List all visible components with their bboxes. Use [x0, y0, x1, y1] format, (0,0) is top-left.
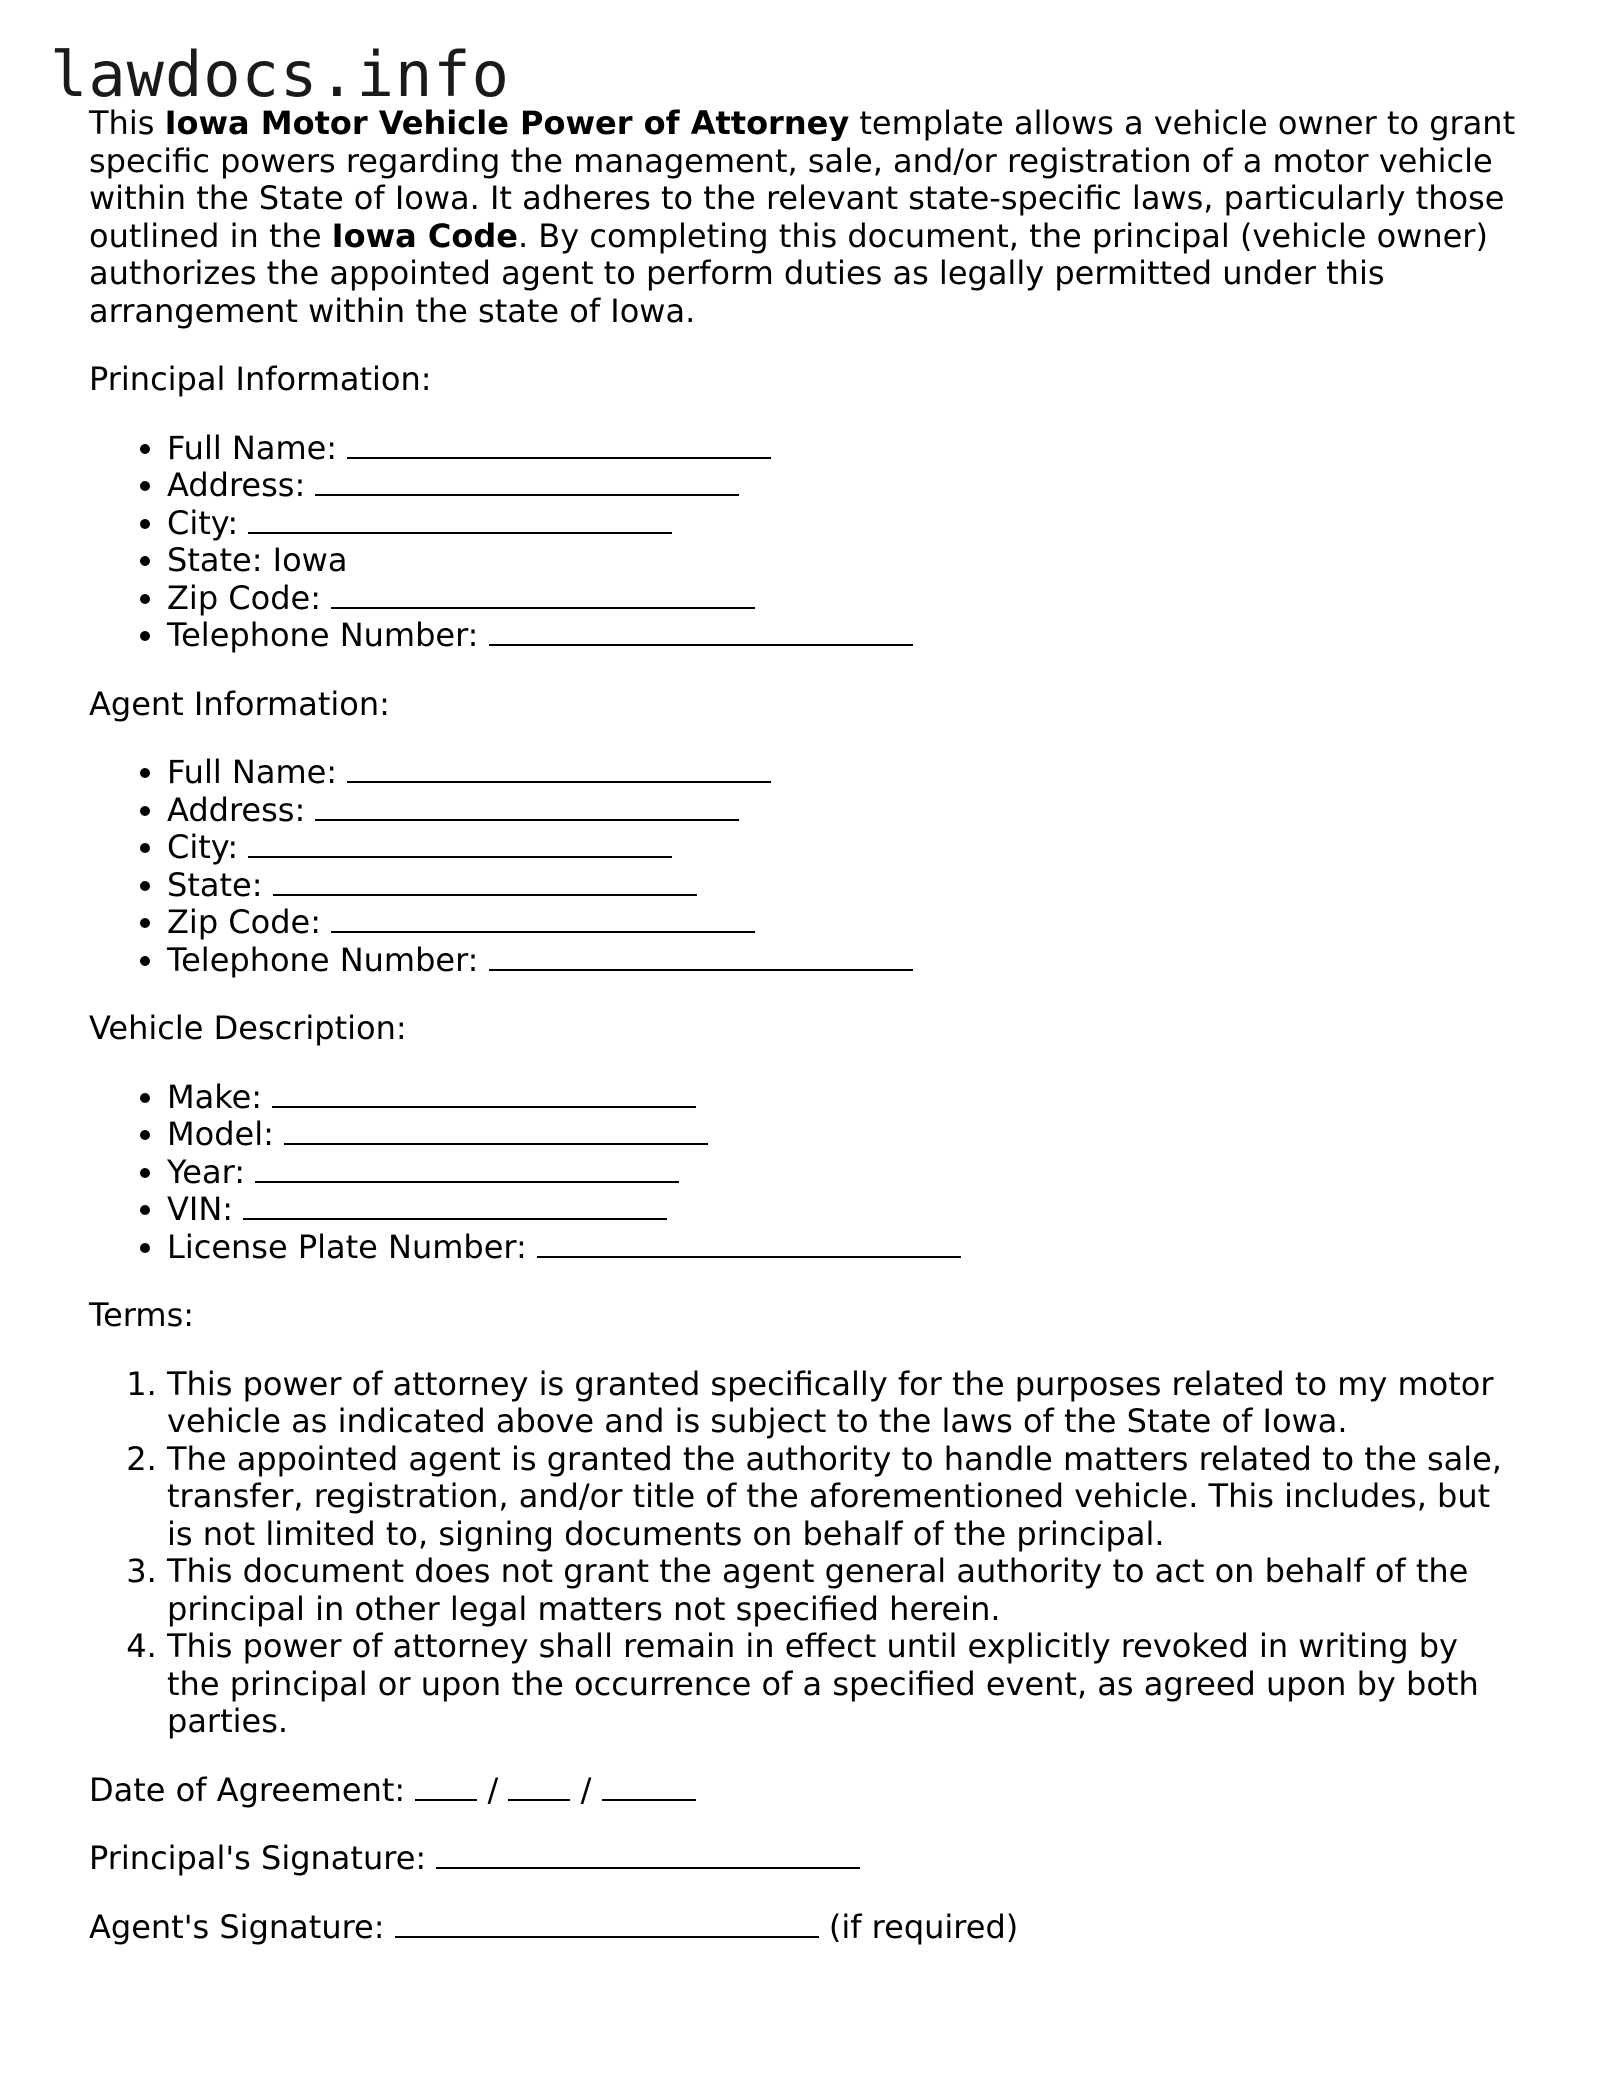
- principal-zip-blank[interactable]: [331, 606, 755, 609]
- agent-phone: • Telephone Number:: [167, 942, 1519, 980]
- document-body: [89, 105, 1519, 1946]
- principal-full-name-blank[interactable]: [347, 456, 771, 459]
- terms-heading: Terms:: [89, 1296, 195, 1334]
- agent-heading: Agent Information:: [89, 684, 390, 723]
- intro-paragraph: This Iowa Motor Vehicle Power of Attorney template allows a vehicle owner to grant specific powers regarding the management, sale, and/or registration of a motor vehicle within the State of Iowa. It adheres to the relevant state-specific laws, particularly those outlined in the Iowa Code. By completing this document, the principal (vehicle owner) authorizes the appointed agent to perform duties as legally permitted under this arrangement within the state of Iowa.: [89, 104, 1516, 330]
- agent-phone-blank[interactable]: [489, 968, 913, 971]
- term-item: 1. This power of attorney is granted specifically for the purposes related to my motor vehicle as indicated above and is subject to the laws of the State of Iowa.: [167, 1366, 1519, 1441]
- agent-signature: Agent's Signature: (if required): [89, 1907, 1019, 1946]
- principal-city-blank[interactable]: [248, 531, 672, 534]
- document-title: Iowa Motor Vehicle Power of Attorney: [164, 104, 850, 142]
- watermark-logo: lawdocs.info: [50, 38, 510, 111]
- agent-full-name-blank[interactable]: [347, 780, 771, 783]
- principal-fields: [89, 430, 1519, 655]
- date-month-blank[interactable]: [415, 1798, 477, 1801]
- vehicle-year: • Year:: [167, 1154, 1519, 1192]
- vehicle-year-blank[interactable]: [255, 1180, 679, 1183]
- vehicle-vin: • VIN:: [167, 1191, 1519, 1229]
- principal-heading: Principal Information:: [89, 360, 432, 398]
- principal-signature: Principal's Signature:: [89, 1840, 1519, 1878]
- terms-list: [89, 1366, 1519, 1741]
- term-item: 3. This document does not grant the agent general authority to act on behalf of the principal in other legal matters not specified herein.: [167, 1553, 1519, 1628]
- agent-full-name: • Full Name:: [167, 754, 1519, 792]
- principal-zip: • Zip Code:: [167, 580, 1519, 618]
- date-of-agreement: Date of Agreement: / /: [89, 1772, 1519, 1810]
- agent-state: • State:: [167, 867, 1519, 905]
- agent-city-blank[interactable]: [248, 855, 672, 858]
- vehicle-make-blank[interactable]: [272, 1105, 696, 1108]
- vehicle-model-blank[interactable]: [284, 1142, 708, 1145]
- vehicle-vin-blank[interactable]: [243, 1217, 667, 1220]
- agent-fields: [89, 754, 1519, 979]
- term-item: 4. This power of attorney shall remain in effect until explicitly revoked in writing by the principal or upon the occurrence of a specified event, as agreed upon by both parties.: [167, 1628, 1519, 1741]
- vehicle-heading: Vehicle Description:: [89, 1009, 407, 1047]
- vehicle-make: • Make:: [167, 1079, 1519, 1117]
- date-year-blank[interactable]: [602, 1798, 696, 1801]
- principal-state: • State: Iowa: [167, 542, 1519, 580]
- principal-address-blank[interactable]: [315, 493, 739, 496]
- principal-phone-blank[interactable]: [489, 643, 913, 646]
- agent-zip-blank[interactable]: [331, 930, 755, 933]
- principal-signature-blank[interactable]: [436, 1866, 860, 1869]
- term-item: 2. The appointed agent is granted the authority to handle matters related to the sale, transfer, registration, and/or title of the aforementioned vehicle. This includes, but is not limited to, signing documents on behalf of the principal.: [167, 1441, 1519, 1554]
- vehicle-plate: • License Plate Number:: [167, 1229, 1519, 1267]
- agent-city: • City:: [167, 829, 1519, 867]
- agent-zip: • Zip Code:: [167, 904, 1519, 942]
- agent-state-blank[interactable]: [273, 893, 697, 896]
- agent-address-blank[interactable]: [315, 818, 739, 821]
- iowa-code-reference: Iowa Code: [331, 216, 518, 255]
- principal-address: • Address:: [167, 467, 1519, 505]
- vehicle-model: • Model:: [167, 1116, 1519, 1154]
- agent-address: • Address:: [167, 792, 1519, 830]
- principal-city: • City:: [167, 505, 1519, 543]
- principal-full-name: • Full Name:: [167, 430, 1519, 468]
- agent-signature-blank[interactable]: [395, 1935, 819, 1938]
- principal-phone: • Telephone Number:: [167, 617, 1519, 655]
- date-day-blank[interactable]: [508, 1798, 570, 1801]
- vehicle-fields: [89, 1079, 1519, 1267]
- vehicle-plate-blank[interactable]: [537, 1255, 961, 1258]
